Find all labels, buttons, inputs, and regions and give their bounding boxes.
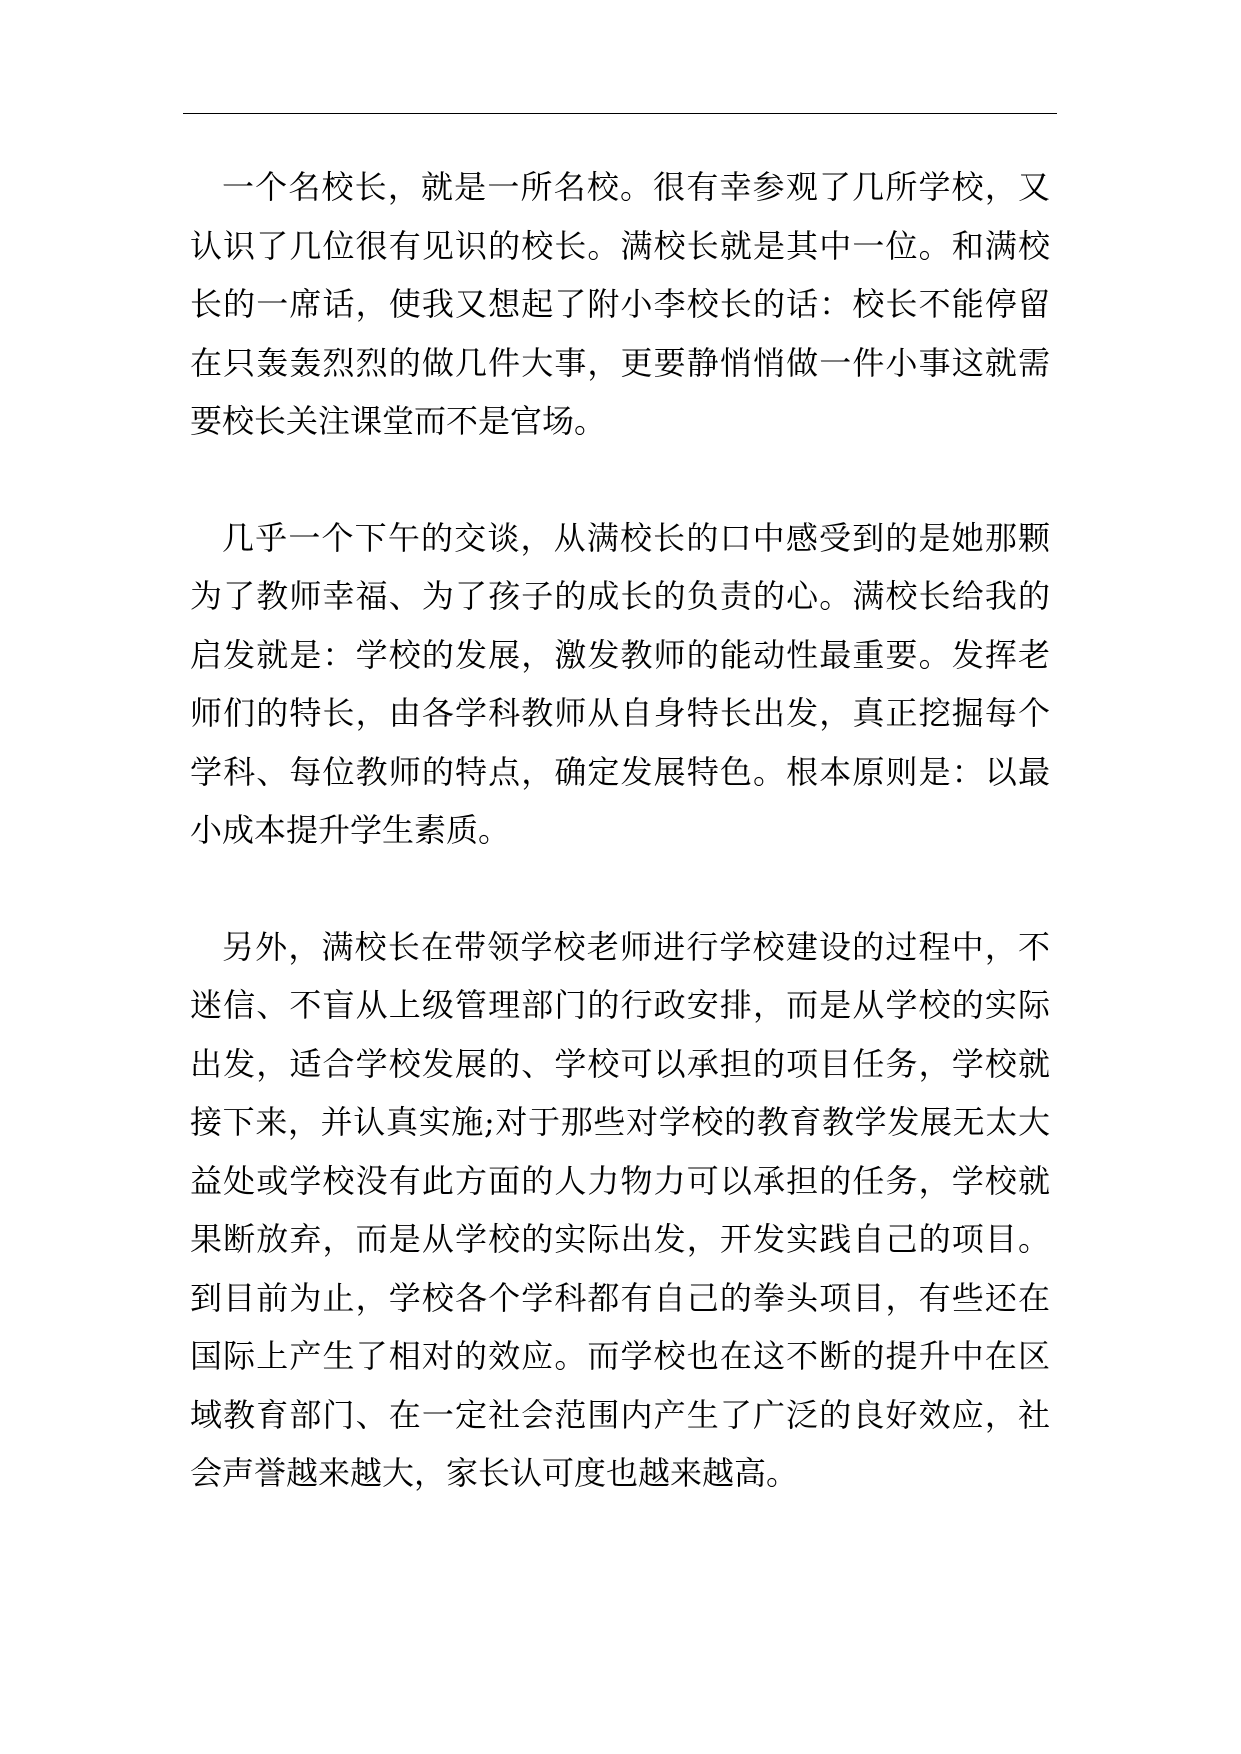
paragraph: 几乎一个下午的交谈，从满校长的口中感受到的是她那颗为了教师幸福、为了孩子的成长的负责的心。满校长给我的启发就是：学校的发展，激发教师的能动性最重要。发挥老师们的特长，由各学科教师从自身特长出发，真正挖掘每个学科、每位教师的特点，确定发展特色。根本原则是：以最小成本提升学生素质。 [190,518,1050,849]
paragraph: 一个名校长，就是一所名校。很有幸参观了几所学校，又认识了几位很有见识的校长。满校长就是其中一位。和满校长的一席话，使我又想起了附小李校长的话：校长不能停留在只轰轰烈烈的做几件大事，更要静悄悄做一件小事这就需要校长关注课堂而不是官场。 [190,168,1050,440]
document-body [190,158,1050,1503]
header-rule [183,113,1057,114]
paragraph: 另外，满校长在带领学校老师进行学校建设的过程中，不迷信、不盲从上级管理部门的行政安排，而是从学校的实际出发，适合学校发展的、学校可以承担的项目任务，学校就接下来，并认真实施;对于那些对学校的教育教学发展无太大益处或学校没有此方面的人力物力可以承担的任务，学校就果断放弃，而是从学校的实际出发，开发实践自己的项目。到目前为止，学校各个学科都有自己的拳头项目，有些还在国际上产生了相对的效应。而学校也在这不断的提升中在区域教育部门、在一定社会范围内产生了广泛的良好效应，社会声誉越来越大，家长认可度也越来越高。 [190,927,1050,1492]
